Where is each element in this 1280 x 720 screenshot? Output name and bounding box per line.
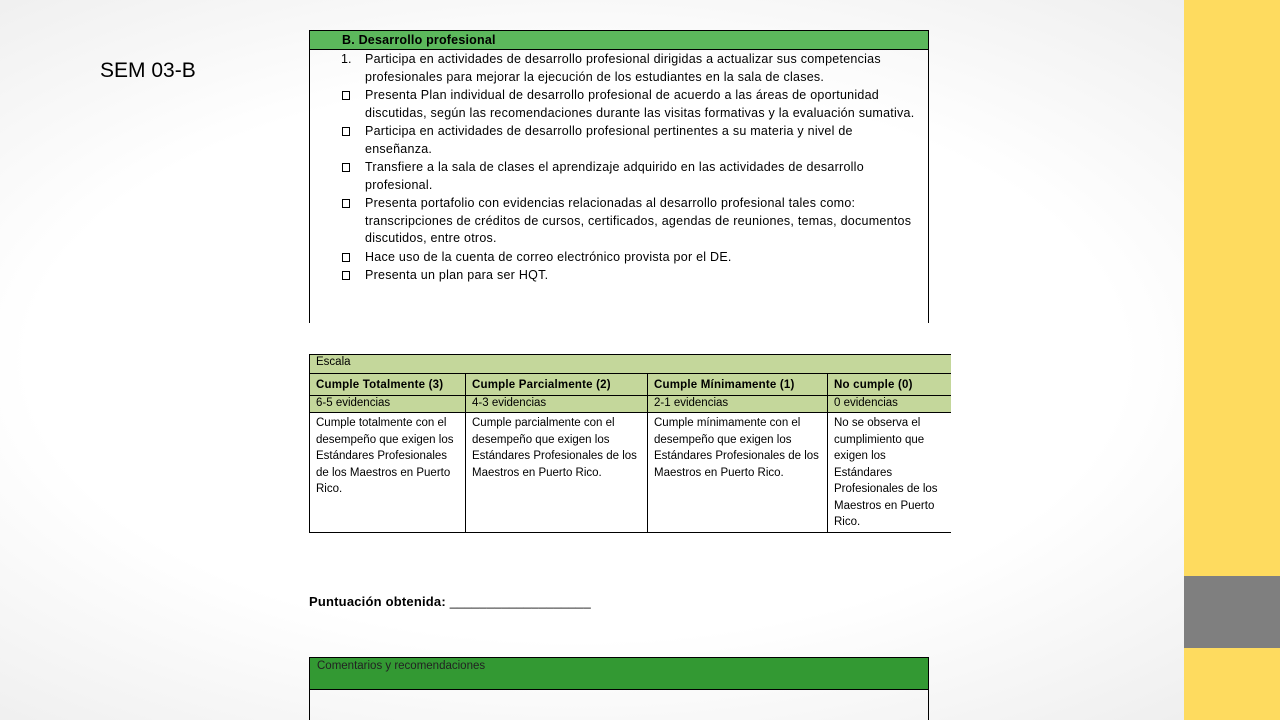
list-item bbox=[310, 249, 928, 267]
slide-title: SEM 03-B bbox=[100, 59, 196, 82]
decorative-sidebar-gray-block bbox=[1184, 576, 1280, 648]
list-item bbox=[310, 123, 928, 158]
checkbox-icon bbox=[342, 91, 350, 100]
item-text: Participa en actividades de desarrollo profesional dirigidas a actualizar sus competencias profesionales para mejorar la ejecución de los estudiantes en la sala de clases. bbox=[365, 52, 881, 84]
item-text: Presenta un plan para ser HQT. bbox=[365, 268, 549, 282]
list-item bbox=[310, 51, 928, 86]
level-evidence: 2-1 evidencias bbox=[648, 396, 828, 413]
level-label: Cumple Parcialmente (2) bbox=[466, 374, 648, 396]
item-text: Participa en actividades de desarrollo profesional pertinentes a su materia y nivel de enseñanza. bbox=[365, 124, 853, 156]
list-item bbox=[310, 267, 928, 285]
level-description: Cumple parcialmente con el desempeño que exigen los Estándares Profesionales de los Maestros en Puerto Rico. bbox=[466, 413, 648, 533]
item-text: Hace uso de la cuenta de correo electrónico provista por el DE. bbox=[365, 249, 732, 264]
checkbox-icon bbox=[342, 253, 350, 262]
escala-title: Escala bbox=[310, 355, 951, 374]
level-description: Cumple mínimamente con el desempeño que exigen los Estándares Profesionales de los Maestros en Puerto Rico. bbox=[648, 413, 828, 533]
item-text: Transfiere a la sala de clases el aprendizaje adquirido en las actividades de desarrollo profesional. bbox=[365, 160, 864, 192]
list-item bbox=[310, 195, 928, 248]
level-evidence: 4-3 evidencias bbox=[466, 396, 648, 413]
score-line bbox=[309, 594, 591, 609]
escala-table bbox=[309, 354, 951, 533]
comments-header: Comentarios y recomendaciones bbox=[310, 657, 928, 690]
list-item bbox=[310, 87, 928, 122]
level-description: Cumple totalmente con el desempeño que exigen los Estándares Profesionales de los Maestros en Puerto Rico. bbox=[310, 413, 466, 533]
comments-box bbox=[309, 657, 929, 720]
section-b-list bbox=[310, 51, 928, 285]
list-item bbox=[310, 159, 928, 194]
item-number: 1. bbox=[341, 52, 352, 66]
level-evidence: 6-5 evidencias bbox=[310, 396, 466, 413]
checkbox-icon bbox=[342, 127, 350, 136]
level-label: Cumple Totalmente (3) bbox=[310, 374, 466, 396]
section-b-table bbox=[309, 30, 929, 323]
checkbox-icon bbox=[342, 163, 350, 172]
checkbox-icon bbox=[342, 199, 350, 208]
section-b-header: B. Desarrollo profesional bbox=[310, 31, 928, 50]
checkbox-icon bbox=[342, 271, 350, 280]
level-evidence: 0 evidencias bbox=[828, 396, 951, 413]
score-label: Puntuación obtenida: bbox=[309, 594, 446, 609]
score-blank: ___________________ bbox=[449, 594, 591, 609]
level-label: No cumple (0) bbox=[828, 374, 951, 396]
item-text: Presenta Plan individual de desarrollo profesional de acuerdo a las áreas de oportunidad discutidas, según las recomendaciones durante las visitas formativas y la evaluación sumativa. bbox=[365, 88, 915, 120]
level-label: Cumple Mínimamente (1) bbox=[648, 374, 828, 396]
level-description: No se observa el cumplimiento que exigen los Estándares Profesionales de los Maestros en Puerto Rico. bbox=[828, 413, 951, 533]
item-text: Presenta portafolio con evidencias relacionadas al desarrollo profesional tales como: transcripciones de créditos de cursos, certificados, agendas de reuniones, temas, documentos discutidos, entre otros. bbox=[365, 196, 912, 245]
